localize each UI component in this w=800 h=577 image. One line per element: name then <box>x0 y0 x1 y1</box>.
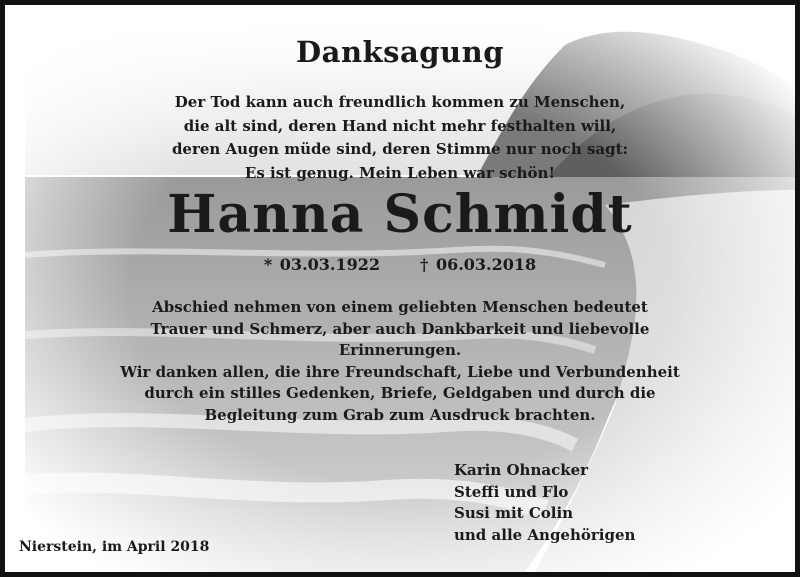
poem-line: die alt sind, deren Hand nicht mehr festhalten will, <box>183 116 617 135</box>
body-line: durch ein stilles Gedenken, Briefe, Geldgaben und durch die <box>144 384 656 402</box>
death-date: † 06.03.2018 <box>420 255 537 274</box>
signer: und alle Angehörigen <box>454 525 636 544</box>
poem-line: Der Tod kann auch freundlich kommen zu Menschen, <box>174 93 626 111</box>
deceased-name: Hanna Schmidt <box>167 184 633 245</box>
signer: Susi mit Colin <box>454 504 574 522</box>
body-line: Begleitung zum Grab zum Ausdruck brachten. <box>204 405 596 424</box>
life-dates <box>5 255 795 274</box>
poem-line: Es ist genug. Mein Leben war schön! <box>244 163 556 182</box>
birth-date: * 03.03.1922 <box>263 255 380 274</box>
thank-you-text <box>5 297 795 426</box>
heading-danksagung: Danksagung <box>296 35 504 69</box>
body-line: Wir danken allen, die ihre Freundschaft, Liebe und Verbundenheit <box>120 362 680 381</box>
signers-list <box>454 460 635 546</box>
signer: Karin Ohnacker <box>454 461 589 479</box>
poem-line: deren Augen müde sind, deren Stimme nur noch sagt: <box>171 140 629 158</box>
body-line: Trauer und Schmerz, aber auch Dankbarkeit und liebevolle <box>150 319 650 338</box>
body-line: Abschied nehmen von einem geliebten Menschen bedeutet <box>152 298 648 316</box>
body-line: Erinnerungen. <box>338 341 462 359</box>
poem-verse <box>5 91 795 185</box>
signer: Steffi und Flo <box>454 482 569 501</box>
place-and-date: Nierstein, im April 2018 <box>19 539 210 555</box>
